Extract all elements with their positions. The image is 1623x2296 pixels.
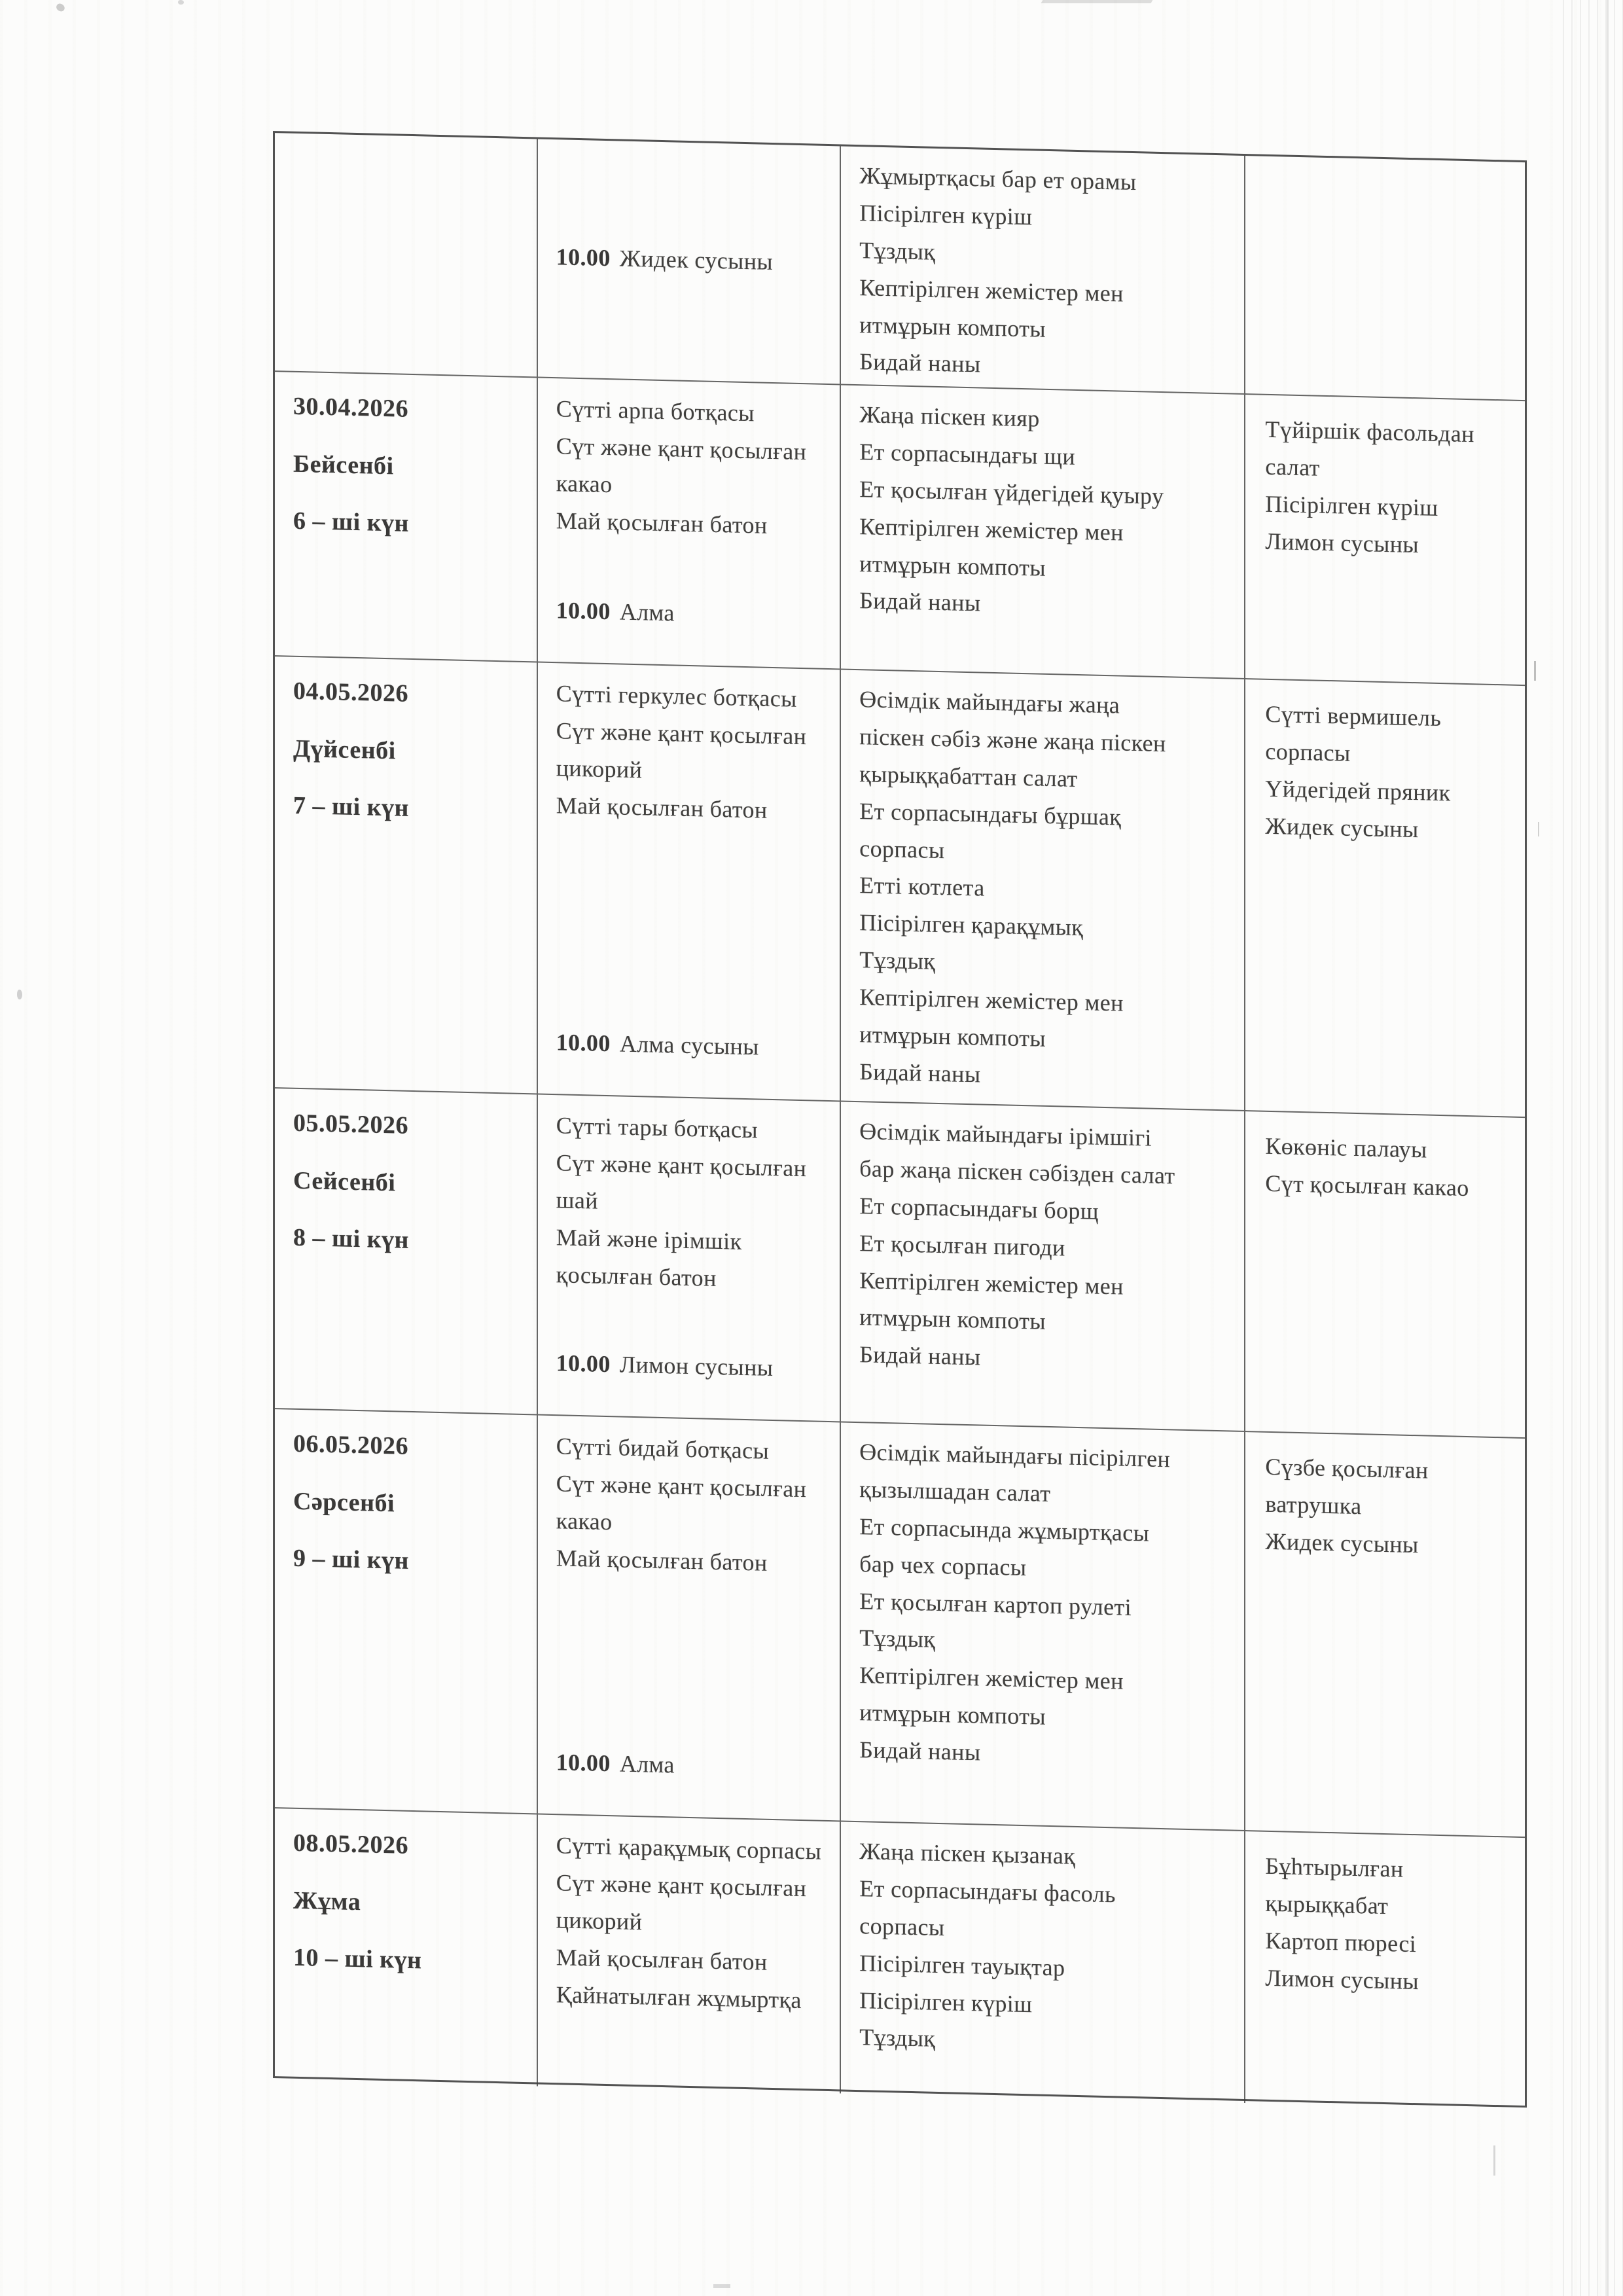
menu-item: Жидек сусыны bbox=[1265, 1528, 1419, 1558]
menu-item: Етті котлета bbox=[859, 872, 985, 902]
table-row bbox=[275, 372, 1525, 686]
snack-line bbox=[556, 1349, 823, 1383]
menu-item: Өсімдік майындағы пісірілген қызылшадан салат bbox=[859, 1439, 1171, 1507]
daynum-text: 10 – ші күн bbox=[293, 1943, 422, 1975]
daynum-text: 9 – ші күн bbox=[293, 1544, 409, 1575]
menu-table-wrap bbox=[273, 131, 1527, 2108]
menu-item: Ет сорпасындағы фасоль сорпасы bbox=[859, 1874, 1116, 1941]
cell-lunch bbox=[841, 1102, 1245, 1432]
scan-smudge bbox=[1041, 0, 1153, 3]
snack-line bbox=[556, 596, 823, 630]
cell-afternoon bbox=[1245, 156, 1525, 401]
menu-item: Өсімдік майындағы жаңа піскен сәбіз және жаңа піскен қырыққабаттан салат bbox=[859, 686, 1166, 792]
cell-lunch bbox=[841, 385, 1245, 679]
menu-item: Көкөніс палауы bbox=[1265, 1132, 1427, 1163]
menu-item: Ет сорпасында жұмыртқасы бар чех сорпасы bbox=[859, 1513, 1150, 1581]
scan-speck bbox=[1534, 661, 1536, 681]
menu-item: Бидай наны bbox=[859, 1341, 981, 1371]
table-row bbox=[275, 656, 1525, 1118]
cell-date bbox=[275, 1808, 538, 2086]
menu-item: Кептірілген жемістер мен итмұрын компоты bbox=[859, 512, 1124, 581]
menu-item: Тұздық bbox=[859, 1624, 936, 1653]
menu-item: Ет сорпасындағы щи bbox=[859, 438, 1076, 470]
breakfast-list bbox=[556, 1107, 823, 1299]
menu-item: Пісірілген күріш bbox=[859, 1986, 1033, 2017]
menu-item: Сүт және қант қосылған какао bbox=[556, 1470, 807, 1535]
menu-item: Бидай наны bbox=[859, 587, 981, 617]
snack-text: Алма сусыны bbox=[619, 1030, 759, 1060]
menu-item: Бидай наны bbox=[859, 1058, 981, 1088]
menu-item: Бидай наны bbox=[859, 1736, 981, 1766]
cell-breakfast bbox=[538, 378, 842, 670]
cell-breakfast bbox=[538, 1095, 842, 1423]
cell-breakfast bbox=[538, 139, 842, 386]
afternoon-list bbox=[1265, 1448, 1507, 1566]
menu-item: Пісірілген күріш bbox=[1265, 490, 1438, 521]
menu-item: Май қосылған батон bbox=[556, 1544, 768, 1576]
menu-item: Сүт және қант қосылған какао bbox=[556, 433, 807, 497]
snack-text: Алма bbox=[619, 598, 675, 626]
table-row bbox=[275, 1088, 1525, 1439]
date-text: 08.05.2026 bbox=[293, 1829, 408, 1859]
menu-item: Май қосылған батон bbox=[556, 791, 768, 823]
scan-speck bbox=[1493, 2145, 1495, 2176]
cell-afternoon bbox=[1245, 1111, 1525, 1439]
menu-item: Тұздық bbox=[859, 2024, 936, 2053]
lunch-list bbox=[859, 1833, 1189, 2064]
menu-item: Жаңа піскен қызанақ bbox=[859, 1838, 1076, 1869]
afternoon-list bbox=[1265, 696, 1507, 850]
cell-lunch bbox=[841, 670, 1245, 1111]
menu-item: Сүтті тары ботқасы bbox=[556, 1112, 758, 1143]
cell-breakfast bbox=[538, 663, 842, 1102]
weekday-text: Бейсенбі bbox=[293, 450, 394, 480]
afternoon-list bbox=[1265, 1128, 1507, 1208]
weekday-text: Сәрсенбі bbox=[293, 1487, 395, 1517]
menu-item: Картоп пюресі bbox=[1265, 1927, 1417, 1957]
menu-item: Пісірілген күріш bbox=[859, 199, 1033, 230]
menu-item: Жұмыртқасы бар ет орамы bbox=[859, 162, 1137, 196]
menu-item: Сүт және қант қосылған шай bbox=[556, 1149, 807, 1214]
menu-item: Сүтті вермишель сорпасы bbox=[1265, 700, 1442, 766]
snack-text: Алма bbox=[619, 1750, 675, 1778]
snack-line bbox=[556, 1028, 823, 1062]
menu-item: Май қосылған батон bbox=[556, 1943, 768, 1975]
daynum-text: 7 – ші күн bbox=[293, 791, 409, 823]
menu-item: Жаңа піскен кияр bbox=[859, 401, 1040, 432]
menu-item: Май және ірімшік қосылған батон bbox=[556, 1223, 742, 1291]
menu-item: Сүзбе қосылған ватрушка bbox=[1265, 1453, 1429, 1520]
breakfast-list bbox=[556, 1427, 823, 1583]
daynum-text: 6 – ші күн bbox=[293, 507, 409, 538]
menu-item: Сүт қосылған какао bbox=[1265, 1170, 1469, 1201]
breakfast-list bbox=[556, 675, 823, 830]
table-row bbox=[275, 1808, 1525, 2109]
date-text: 30.04.2026 bbox=[293, 392, 408, 423]
cell-afternoon bbox=[1245, 1432, 1525, 1838]
scan-streaks bbox=[1563, 0, 1623, 2296]
lunch-list bbox=[859, 396, 1189, 627]
cell-afternoon bbox=[1245, 1831, 1525, 2109]
menu-item: Ет сорпасындағы бұршақ сорпасы bbox=[859, 797, 1122, 863]
snack-text: Лимон сусыны bbox=[619, 1351, 774, 1382]
scan-speck bbox=[178, 0, 184, 5]
afternoon-list bbox=[1265, 411, 1507, 565]
scan-speck bbox=[713, 2284, 730, 2288]
snack-time: 10.00 bbox=[556, 1749, 611, 1777]
cell-date bbox=[275, 133, 538, 378]
breakfast-list bbox=[556, 1827, 823, 2019]
menu-item: Сүтті бидай ботқасы bbox=[556, 1433, 770, 1464]
menu-item: Кептірілген жемістер мен итмұрын компоты bbox=[859, 984, 1124, 1052]
menu-item: Бұһтырылған қырыққабат bbox=[1265, 1852, 1404, 1920]
menu-item: Өсімдік майындағы ірімшігі бар жаңа піскен сәбізден салат bbox=[859, 1118, 1175, 1189]
cell-date bbox=[275, 656, 538, 1094]
daynum-text: 8 – ші күн bbox=[293, 1223, 409, 1255]
menu-item: Лимон сусыны bbox=[1265, 528, 1419, 558]
menu-item: Сүтті арпа ботқасы bbox=[556, 395, 755, 427]
date-text: 06.05.2026 bbox=[293, 1429, 408, 1460]
snack-text: Жидек сусыны bbox=[619, 244, 773, 275]
snack-time: 10.00 bbox=[556, 1029, 611, 1057]
menu-item: Сүтті қарақұмық сорпасы bbox=[556, 1832, 822, 1865]
scan-speck bbox=[17, 990, 22, 999]
menu-item: Ет сорпасындағы борщ bbox=[859, 1192, 1099, 1225]
table-row bbox=[275, 1409, 1525, 1838]
scan-speck bbox=[1538, 822, 1539, 836]
snack-line bbox=[556, 243, 823, 277]
table-row bbox=[275, 133, 1525, 401]
weekday-text: Сейсенбі bbox=[293, 1166, 396, 1197]
cell-lunch bbox=[841, 1422, 1245, 1831]
menu-item: Кептірілген жемістер мен итмұрын компоты bbox=[859, 1662, 1124, 1730]
menu-item: Пісірілген қарақұмық bbox=[859, 909, 1084, 941]
scan-speck bbox=[55, 3, 66, 13]
menu-item: Пісірілген тауықтар bbox=[859, 1949, 1065, 1981]
menu-item: Ет қосылған картоп рулеті bbox=[859, 1587, 1132, 1621]
menu-item: Ет қосылған пигоди bbox=[859, 1229, 1065, 1261]
breakfast-list bbox=[556, 390, 823, 545]
menu-item: Тұздық bbox=[859, 236, 936, 265]
weekday-text: Жұма bbox=[293, 1886, 361, 1916]
cell-date bbox=[275, 1409, 538, 1814]
lunch-list bbox=[859, 1113, 1189, 1381]
cell-lunch bbox=[841, 1821, 1245, 2103]
lunch-list bbox=[859, 1433, 1189, 1776]
cell-lunch bbox=[841, 146, 1245, 395]
cell-date bbox=[275, 372, 538, 662]
afternoon-list bbox=[1265, 1848, 1507, 2002]
menu-item: Түйіршік фасольдан салат bbox=[1265, 416, 1474, 481]
cell-breakfast bbox=[538, 1416, 842, 1822]
snack-time: 10.00 bbox=[556, 1350, 611, 1378]
snack-time: 10.00 bbox=[556, 597, 611, 625]
menu-item: Ет қосылған үйдегідей қуыру bbox=[859, 475, 1164, 509]
cell-afternoon bbox=[1245, 679, 1525, 1118]
menu-item: Үйдегідей пряник bbox=[1265, 775, 1451, 806]
menu-table bbox=[273, 131, 1527, 2108]
menu-item: Сүтті геркулес ботқасы bbox=[556, 680, 797, 712]
menu-item: Бидай наны bbox=[859, 348, 981, 378]
menu-item: Тұздық bbox=[859, 946, 936, 975]
cell-breakfast bbox=[538, 1815, 842, 2094]
weekday-text: Дүйсенбі bbox=[293, 734, 396, 765]
menu-item: Кептірілген жемістер мен итмұрын компоты bbox=[859, 274, 1124, 342]
snack-line bbox=[556, 1748, 823, 1782]
date-text: 05.05.2026 bbox=[293, 1109, 408, 1139]
menu-item: Қайнатылған жұмыртқа bbox=[556, 1981, 802, 2013]
date-text: 04.05.2026 bbox=[293, 677, 408, 708]
scan-streak-line bbox=[1607, 0, 1609, 2296]
cell-date bbox=[275, 1088, 538, 1415]
menu-item: Жидек сусыны bbox=[1265, 812, 1419, 842]
snack-time: 10.00 bbox=[556, 243, 611, 271]
menu-item: Кептірілген жемістер мен итмұрын компоты bbox=[859, 1266, 1124, 1335]
menu-item: Лимон сусыны bbox=[1265, 1964, 1419, 1994]
menu-item: Сүт және қант қосылған цикорий bbox=[556, 717, 807, 783]
cell-afternoon bbox=[1245, 395, 1525, 686]
lunch-list bbox=[859, 157, 1189, 388]
menu-item: Сүт және қант қосылған цикорий bbox=[556, 1869, 807, 1935]
lunch-list bbox=[859, 681, 1189, 1098]
menu-item: Май қосылған батон bbox=[556, 507, 768, 539]
